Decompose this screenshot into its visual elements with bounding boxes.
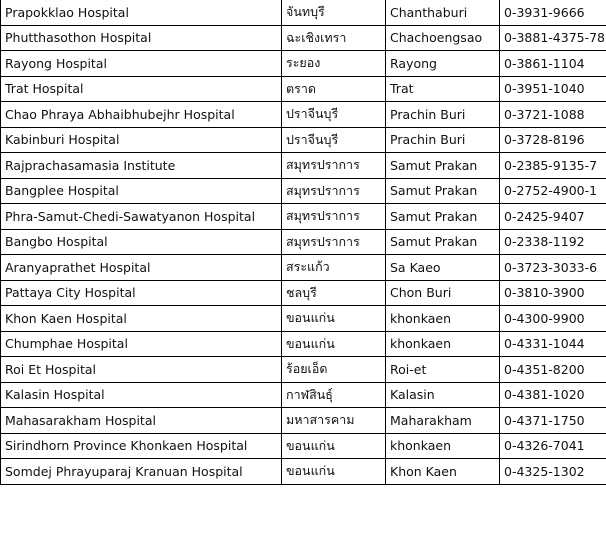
- table-row: [1, 306, 606, 332]
- table-row: [1, 25, 606, 51]
- province-english-cell: Roi-et: [386, 357, 500, 383]
- table-row: [1, 0, 606, 25]
- province-english-cell: Khon Kaen: [386, 459, 500, 485]
- hospital-name-cell: Somdej Phrayuparaj Kranuan Hospital: [1, 459, 282, 485]
- phone-number-cell: 0-4331-1044: [500, 331, 606, 357]
- table-row: [1, 178, 606, 204]
- hospital-name-cell: Chao Phraya Abhaibhubejhr Hospital: [1, 102, 282, 128]
- province-thai-cell: ขอนแก่น: [282, 459, 386, 485]
- province-english-cell: Samut Prakan: [386, 229, 500, 255]
- hospital-name-cell: Kabinburi Hospital: [1, 127, 282, 153]
- hospital-name-cell: Phra-Samut-Chedi-Sawatyanon Hospital: [1, 204, 282, 230]
- hospital-table-body: [1, 0, 606, 484]
- province-thai-cell: ขอนแก่น: [282, 433, 386, 459]
- province-thai-cell: มหาสารคาม: [282, 408, 386, 434]
- hospital-name-cell: Khon Kaen Hospital: [1, 306, 282, 332]
- province-thai-cell: ตราด: [282, 76, 386, 102]
- table-row: [1, 76, 606, 102]
- table-row: [1, 51, 606, 77]
- hospital-name-cell: Kalasin Hospital: [1, 382, 282, 408]
- province-english-cell: khonkaen: [386, 331, 500, 357]
- province-english-cell: Maharakham: [386, 408, 500, 434]
- province-thai-cell: ขอนแก่น: [282, 331, 386, 357]
- province-thai-cell: จันทบุรี: [282, 0, 386, 25]
- table-row: [1, 433, 606, 459]
- table-row: [1, 280, 606, 306]
- phone-number-cell: 0-3723-3033-6: [500, 255, 606, 281]
- province-thai-cell: ระยอง: [282, 51, 386, 77]
- phone-number-cell: 0-4300-9900: [500, 306, 606, 332]
- province-english-cell: Chachoengsao: [386, 25, 500, 51]
- table-row: [1, 153, 606, 179]
- province-thai-cell: สมุทรปราการ: [282, 204, 386, 230]
- phone-number-cell: 0-3951-1040: [500, 76, 606, 102]
- phone-number-cell: 0-2385-9135-7: [500, 153, 606, 179]
- province-english-cell: khonkaen: [386, 306, 500, 332]
- hospital-name-cell: Prapokklao Hospital: [1, 0, 282, 25]
- hospital-name-cell: Rajprachasamasia Institute: [1, 153, 282, 179]
- table-row: [1, 102, 606, 128]
- province-thai-cell: ปราจีนบุรี: [282, 127, 386, 153]
- province-english-cell: Samut Prakan: [386, 178, 500, 204]
- province-english-cell: Rayong: [386, 51, 500, 77]
- phone-number-cell: 0-2425-9407: [500, 204, 606, 230]
- hospital-name-cell: Phutthasothon Hospital: [1, 25, 282, 51]
- table-row: [1, 357, 606, 383]
- province-thai-cell: ชลบุรี: [282, 280, 386, 306]
- phone-number-cell: 0-3721-1088: [500, 102, 606, 128]
- phone-number-cell: 0-3881-4375-78: [500, 25, 606, 51]
- province-thai-cell: ปราจีนบุรี: [282, 102, 386, 128]
- province-thai-cell: ร้อยเอ็ด: [282, 357, 386, 383]
- hospital-name-cell: Rayong Hospital: [1, 51, 282, 77]
- table-row: [1, 382, 606, 408]
- province-english-cell: Samut Prakan: [386, 153, 500, 179]
- phone-number-cell: 0-3861-1104: [500, 51, 606, 77]
- province-thai-cell: สมุทรปราการ: [282, 178, 386, 204]
- table-row: [1, 204, 606, 230]
- phone-number-cell: 0-4351-8200: [500, 357, 606, 383]
- phone-number-cell: 0-4326-7041: [500, 433, 606, 459]
- phone-number-cell: 0-2752-4900-1: [500, 178, 606, 204]
- hospital-name-cell: Roi Et Hospital: [1, 357, 282, 383]
- province-english-cell: khonkaen: [386, 433, 500, 459]
- phone-number-cell: 0-3810-3900: [500, 280, 606, 306]
- province-english-cell: Sa Kaeo: [386, 255, 500, 281]
- province-thai-cell: สมุทรปราการ: [282, 229, 386, 255]
- hospital-name-cell: Bangplee Hospital: [1, 178, 282, 204]
- hospital-name-cell: Trat Hospital: [1, 76, 282, 102]
- province-thai-cell: ฉะเชิงเทรา: [282, 25, 386, 51]
- phone-number-cell: 0-3728-8196: [500, 127, 606, 153]
- hospital-name-cell: Sirindhorn Province Khonkaen Hospital: [1, 433, 282, 459]
- province-english-cell: Prachin Buri: [386, 102, 500, 128]
- province-english-cell: Prachin Buri: [386, 127, 500, 153]
- province-thai-cell: ขอนแก่น: [282, 306, 386, 332]
- table-row: [1, 408, 606, 434]
- province-thai-cell: สมุทรปราการ: [282, 153, 386, 179]
- table-row: [1, 229, 606, 255]
- hospital-name-cell: Aranyaprathet Hospital: [1, 255, 282, 281]
- table-row: [1, 459, 606, 485]
- table-row: [1, 127, 606, 153]
- hospital-name-cell: Mahasarakham Hospital: [1, 408, 282, 434]
- province-english-cell: Samut Prakan: [386, 204, 500, 230]
- province-english-cell: Chon Buri: [386, 280, 500, 306]
- phone-number-cell: 0-4381-1020: [500, 382, 606, 408]
- hospital-name-cell: Pattaya City Hospital: [1, 280, 282, 306]
- province-thai-cell: สระแก้ว: [282, 255, 386, 281]
- phone-number-cell: 0-4325-1302: [500, 459, 606, 485]
- phone-number-cell: 0-3931-9666: [500, 0, 606, 25]
- province-english-cell: Kalasin: [386, 382, 500, 408]
- table-row: [1, 331, 606, 357]
- province-english-cell: Trat: [386, 76, 500, 102]
- phone-number-cell: 0-4371-1750: [500, 408, 606, 434]
- table-row: [1, 255, 606, 281]
- province-thai-cell: กาฬสินธุ์: [282, 382, 386, 408]
- hospital-name-cell: Chumphae Hospital: [1, 331, 282, 357]
- province-english-cell: Chanthaburi: [386, 0, 500, 25]
- hospital-name-cell: Bangbo Hospital: [1, 229, 282, 255]
- phone-number-cell: 0-2338-1192: [500, 229, 606, 255]
